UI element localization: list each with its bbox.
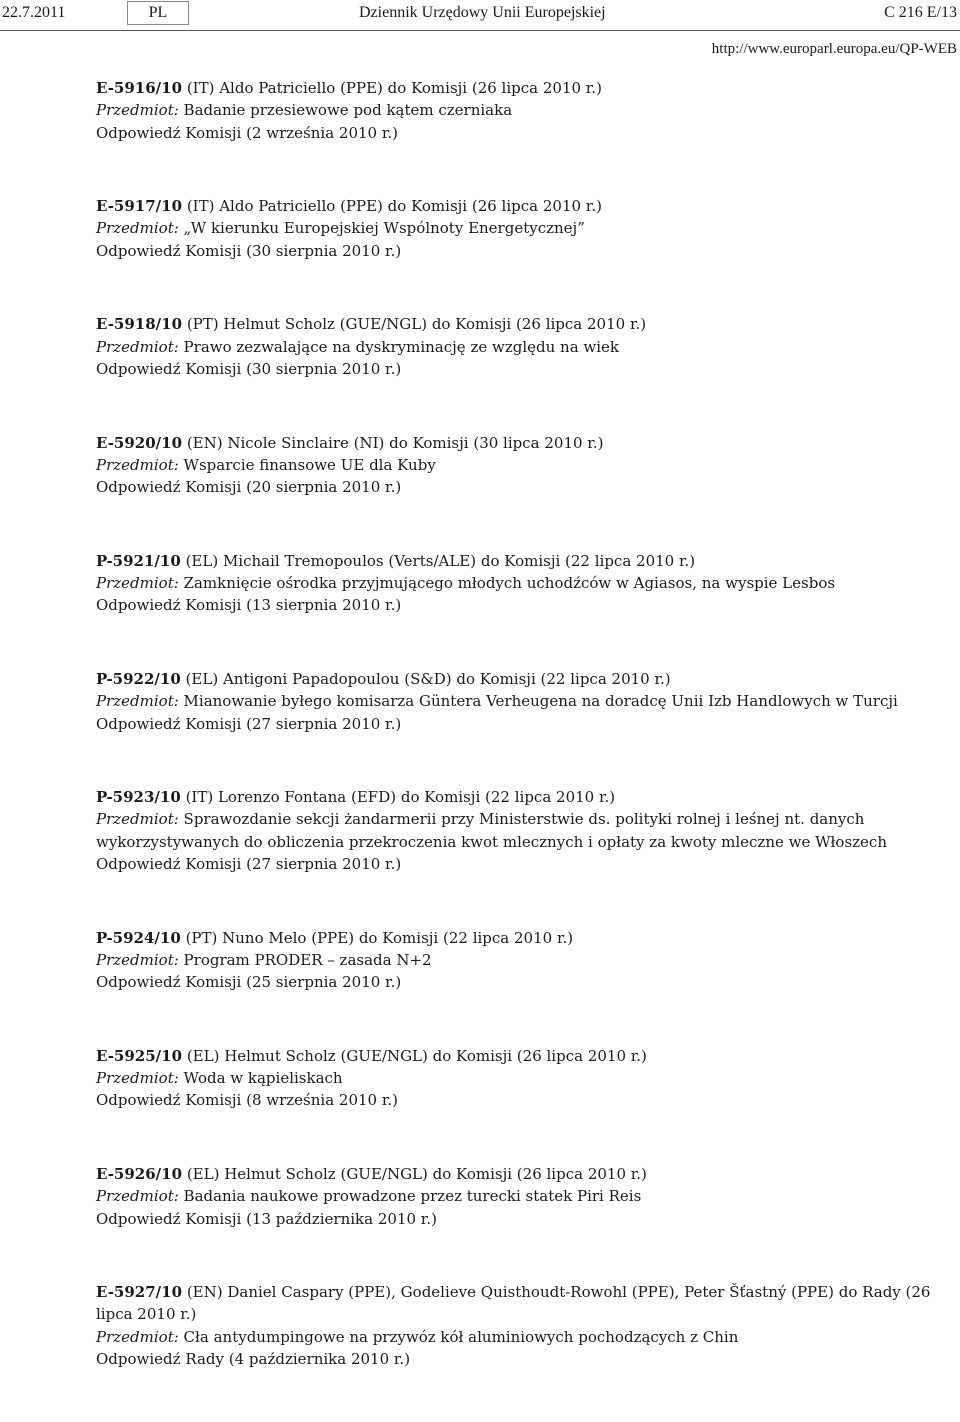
question-number: P-5924/10 — [96, 928, 181, 947]
subject-label: Przedmiot: — [96, 692, 179, 711]
question-number: E-5927/10 — [96, 1283, 183, 1302]
question-subject — [96, 808, 936, 853]
question-subject — [96, 949, 936, 971]
question-number: E-5918/10 — [96, 315, 183, 334]
subject-text: Cła antydumpingowe na przywóz kół aluminiowych pochodzących z Chin — [178, 1327, 739, 1346]
question-author: (EL) Michail Tremopoulos (Verts/ALE) do Komisji (22 lipca 2010 r.) — [180, 551, 696, 570]
question-heading — [96, 1163, 936, 1185]
subject-text: Sprawozdanie sekcji żandarmerii przy Ministerstwie ds. polityki rolnej i leśnej nt. danych wykorzystywanych do obliczenia przekroczenia kwot mlecznych i opłaty za kwoty mleczne we Włoszech — [96, 810, 887, 851]
question-entry — [96, 313, 936, 431]
question-author: (PT) Nuno Melo (PPE) do Komisji (22 lipca 2010 r.) — [180, 928, 574, 947]
subject-text: Zamknięcie ośrodka przyjmującego młodych uchodźców w Agiasos, na wyspie Lesbos — [178, 574, 836, 593]
question-heading — [96, 195, 936, 217]
question-heading — [96, 668, 936, 690]
question-author: (IT) Aldo Patriciello (PPE) do Komisji (26 lipca 2010 r.) — [182, 79, 602, 97]
question-number: E-5925/10 — [96, 1046, 183, 1065]
subject-text: Woda w kąpieliskach — [178, 1069, 343, 1088]
answer-line: Odpowiedź Komisji (13 sierpnia 2010 r.) — [96, 596, 402, 615]
question-heading — [96, 313, 936, 335]
answer-line: Odpowiedź Rady (4 października 2010 r.) — [96, 1350, 411, 1369]
page-number: C 216 E/13 — [884, 4, 957, 21]
answer-line: Odpowiedź Komisji (30 sierpnia 2010 r.) — [96, 359, 402, 378]
question-number: P-5921/10 — [96, 551, 181, 570]
question-heading — [96, 77, 936, 99]
subject-label: Przedmiot: — [96, 1069, 179, 1088]
question-heading — [96, 550, 936, 572]
question-entry — [96, 1163, 936, 1281]
subject-label: Przedmiot: — [96, 337, 179, 356]
question-entry — [96, 195, 936, 313]
subject-label: Przedmiot: — [96, 950, 179, 969]
subject-text: Mianowanie byłego komisarza Güntera Verheugena na doradcę Unii Izb Handlowych w Turcji — [178, 692, 898, 711]
answer-line: Odpowiedź Komisji (27 sierpnia 2010 r.) — [96, 855, 402, 874]
question-entry — [96, 668, 936, 786]
subject-label: Przedmiot: — [96, 219, 179, 238]
question-subject — [96, 690, 936, 712]
question-number: E-5917/10 — [96, 197, 183, 216]
subject-text: Program PRODER – zasada N+2 — [178, 950, 432, 969]
question-entry — [96, 786, 936, 927]
question-subject — [96, 217, 936, 239]
journal-header — [0, 0, 960, 31]
question-heading — [96, 1281, 936, 1326]
answer-line: Odpowiedź Komisji (27 sierpnia 2010 r.) — [96, 714, 402, 733]
answer-line: Odpowiedź Komisji (2 września 2010 r.) — [96, 123, 398, 142]
question-subject — [96, 99, 936, 121]
question-heading — [96, 927, 936, 949]
language-badge: PL — [127, 1, 189, 25]
question-heading — [96, 1045, 936, 1067]
answer-line: Odpowiedź Komisji (13 października 2010 r.) — [96, 1209, 437, 1228]
journal-title: Dziennik Urzędowy Unii Europejskiej — [359, 4, 606, 21]
subject-text: Wsparcie finansowe UE dla Kuby — [178, 455, 436, 474]
question-entry — [96, 77, 936, 195]
source-url[interactable]: http://www.europarl.europa.eu/QP-WEB — [711, 41, 957, 57]
question-number: P-5922/10 — [96, 669, 181, 688]
answer-line: Odpowiedź Komisji (25 sierpnia 2010 r.) — [96, 973, 402, 992]
question-author: (PT) Helmut Scholz (GUE/NGL) do Komisji (26 lipca 2010 r.) — [182, 315, 647, 334]
publication-date: 22.7.2011 — [2, 4, 66, 21]
subject-label: Przedmiot: — [96, 574, 179, 593]
question-entry — [96, 550, 936, 668]
question-entry — [96, 1281, 936, 1422]
question-author: (IT) Lorenzo Fontana (EFD) do Komisji (22 lipca 2010 r.) — [180, 788, 616, 807]
question-subject — [96, 336, 936, 358]
answer-line: Odpowiedź Komisji (20 sierpnia 2010 r.) — [96, 478, 402, 497]
question-heading — [96, 786, 936, 808]
question-subject — [96, 1185, 936, 1207]
answer-line: Odpowiedź Komisji (30 sierpnia 2010 r.) — [96, 241, 402, 260]
subject-label: Przedmiot: — [96, 1327, 179, 1346]
question-subject — [96, 454, 936, 476]
answer-line: Odpowiedź Komisji (8 września 2010 r.) — [96, 1091, 398, 1110]
subject-text: „W kierunku Europejskiej Wspólnoty Energetycznej” — [178, 219, 585, 238]
question-entry — [96, 432, 936, 550]
question-number: E-5916/10 — [96, 79, 183, 97]
subject-text: Prawo zezwalające na dyskryminację ze względu na wiek — [178, 337, 620, 356]
question-entry — [96, 927, 936, 1045]
question-subject — [96, 572, 936, 594]
subject-label: Przedmiot: — [96, 810, 179, 829]
subject-label: Przedmiot: — [96, 1187, 179, 1206]
subject-label: Przedmiot: — [96, 101, 179, 120]
question-author: (EL) Helmut Scholz (GUE/NGL) do Komisji (26 lipca 2010 r.) — [182, 1046, 647, 1065]
question-list — [96, 77, 936, 1422]
question-author: (EN) Daniel Caspary (PPE), Godelieve Quisthoudt-Rowohl (PPE), Peter Šťastný (PPE) do Rady (26 lipca 2010 r.) — [96, 1283, 931, 1324]
question-entry — [96, 1045, 936, 1163]
subject-text: Badania naukowe prowadzone przez turecki statek Piri Reis — [178, 1187, 642, 1206]
question-number: E-5920/10 — [96, 433, 183, 452]
subject-label: Przedmiot: — [96, 455, 179, 474]
question-author: (EL) Helmut Scholz (GUE/NGL) do Komisji (26 lipca 2010 r.) — [182, 1165, 647, 1183]
subject-text: Badanie przesiewowe pod kątem czerniaka — [178, 101, 513, 120]
question-author: (IT) Aldo Patriciello (PPE) do Komisji (26 lipca 2010 r.) — [182, 197, 602, 216]
question-subject — [96, 1326, 936, 1348]
question-author: (EN) Nicole Sinclaire (NI) do Komisji (30 lipca 2010 r.) — [182, 433, 604, 452]
question-number: P-5923/10 — [96, 788, 181, 807]
question-author: (EL) Antigoni Papadopoulou (S&D) do Komisji (22 lipca 2010 r.) — [180, 669, 671, 688]
question-number: E-5926/10 — [96, 1165, 183, 1183]
question-subject — [96, 1067, 936, 1089]
question-heading — [96, 432, 936, 454]
